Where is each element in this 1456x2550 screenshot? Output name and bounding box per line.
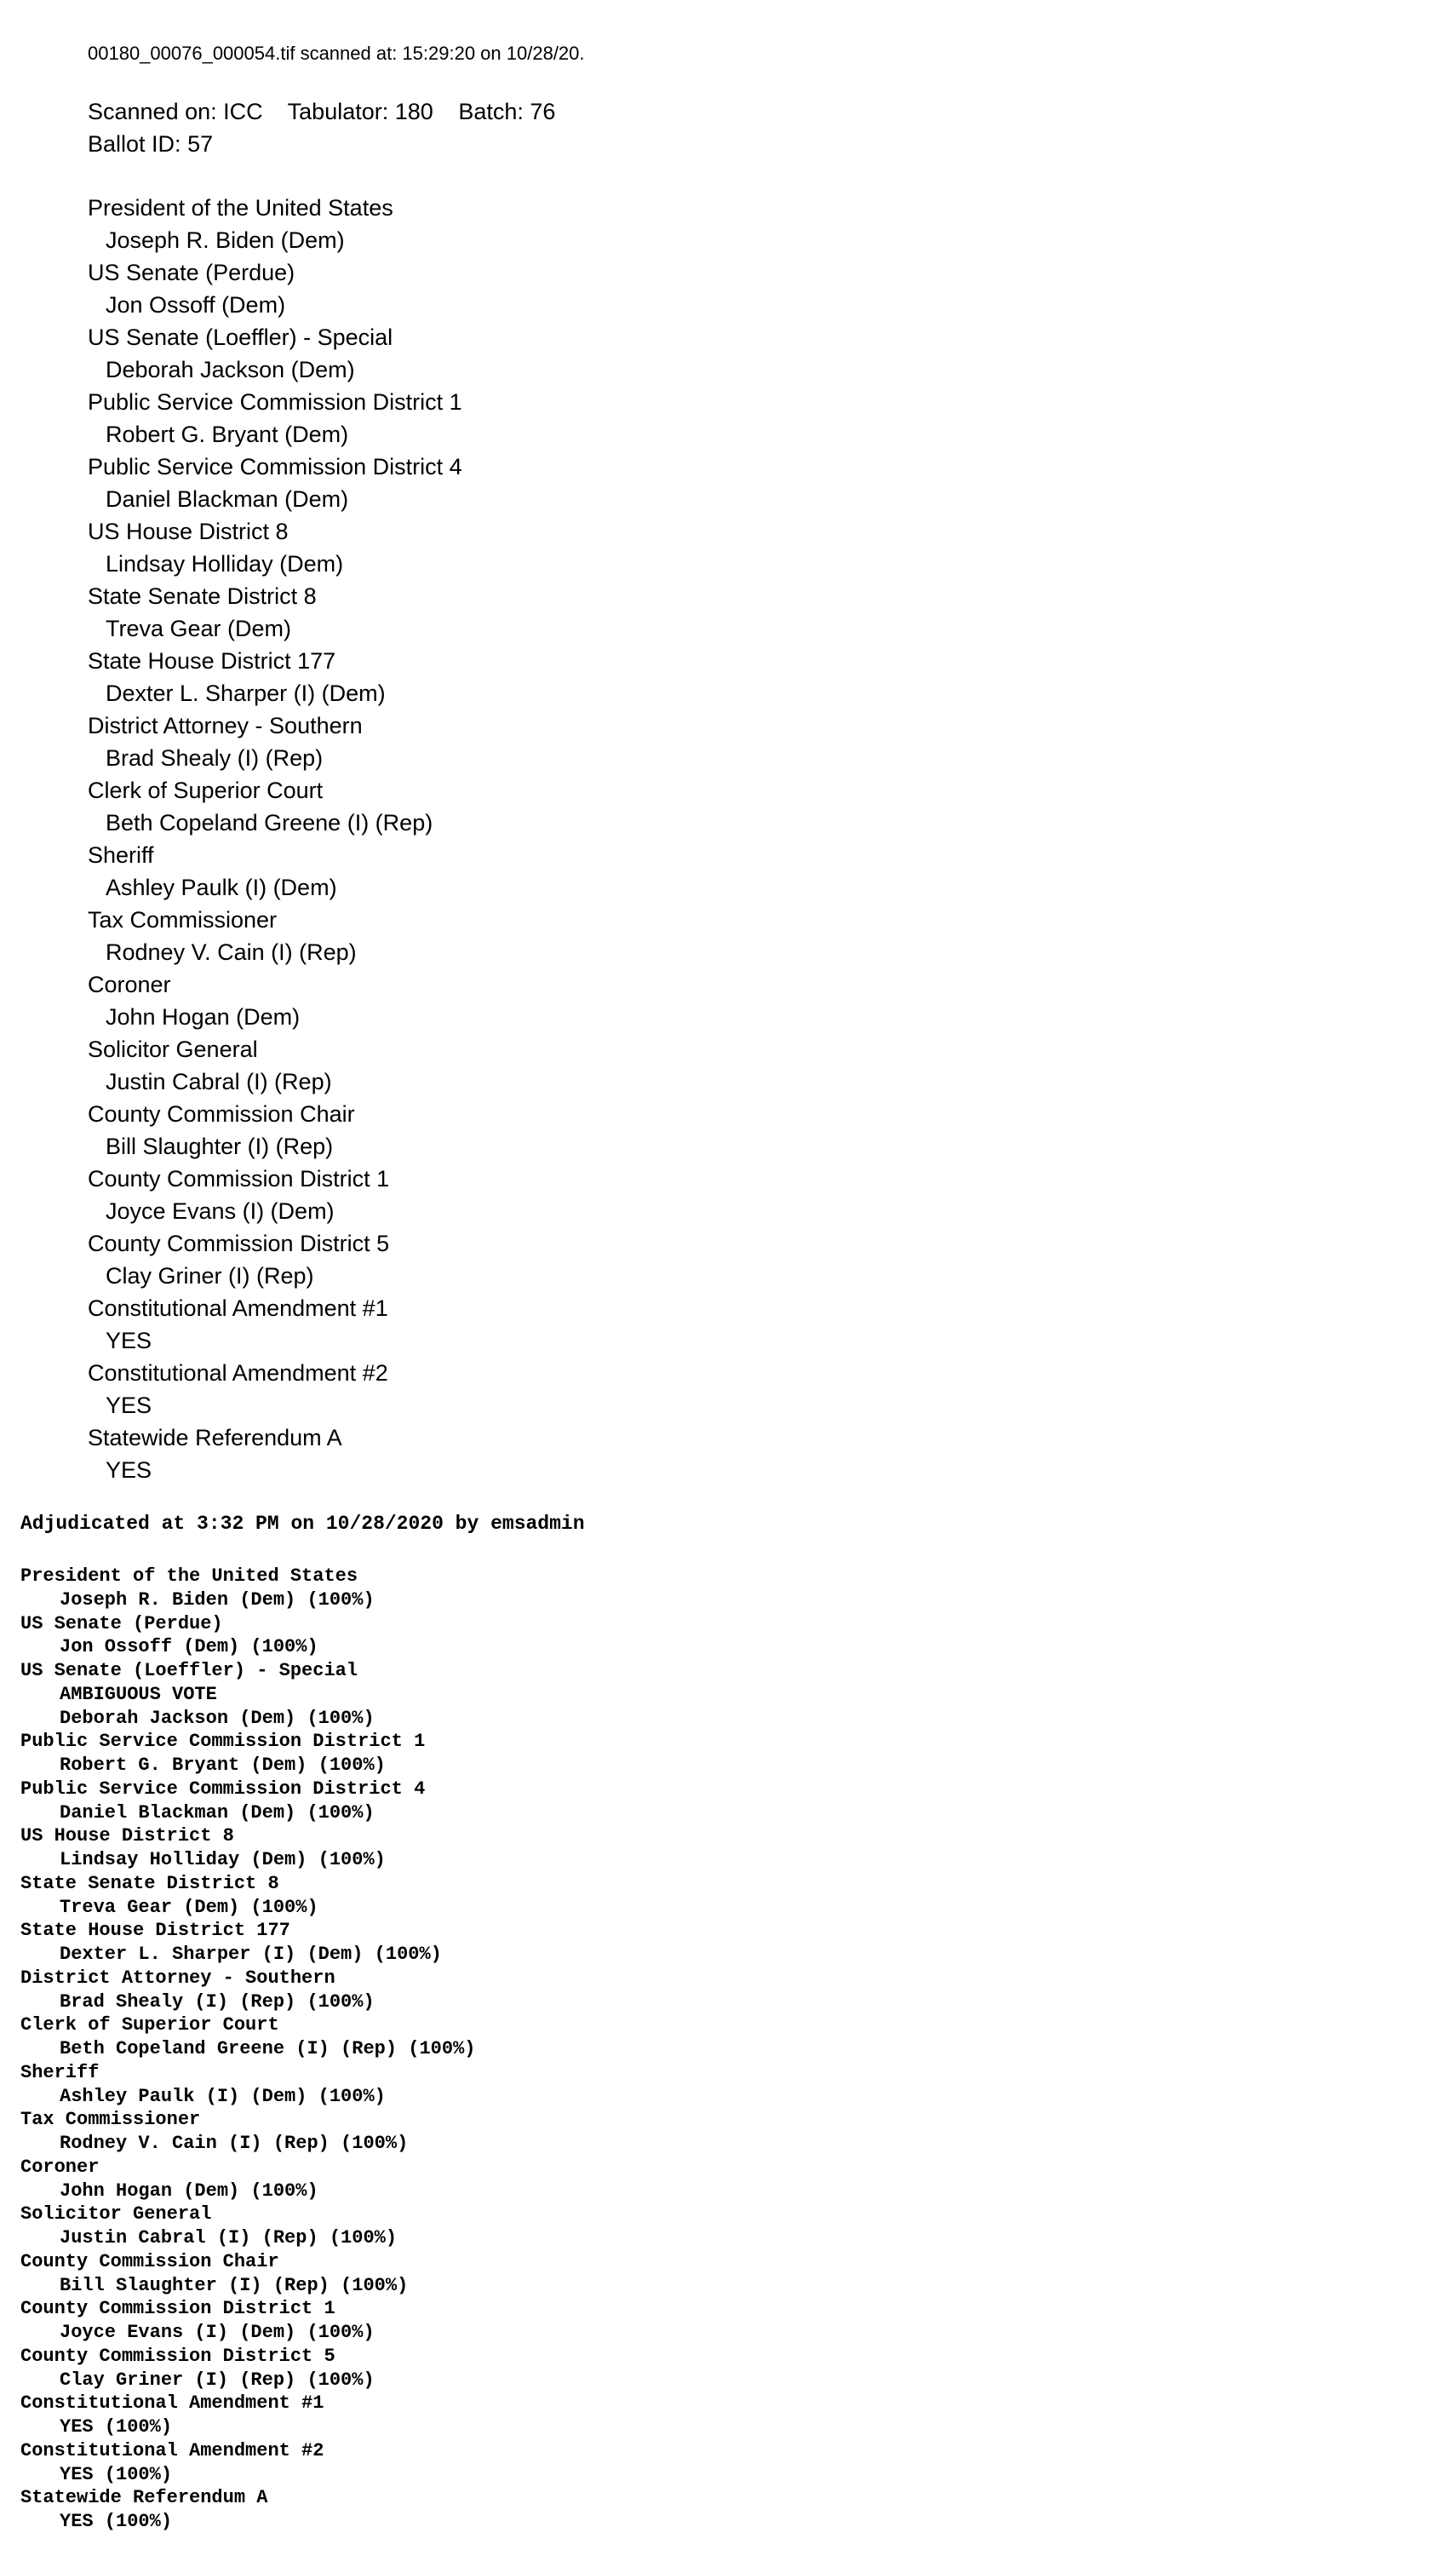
batch-value: 76 — [530, 99, 556, 124]
ballot-choice: Justin Cabral (I) (Rep) — [106, 1069, 332, 1094]
ballot-id-label: Ballot ID: — [88, 131, 181, 157]
ballot-choice: Jon Ossoff (Dem) — [106, 292, 286, 318]
ballot-id-value: 57 — [187, 131, 214, 157]
adjudication-choice: Bill Slaughter (I) (Rep) (100%) — [60, 2274, 409, 2296]
ballot-race: County Commission District 1 — [88, 1166, 390, 1192]
ballot-race: District Attorney - Southern — [88, 713, 363, 738]
ballot-choice: Beth Copeland Greene (I) (Rep) — [106, 810, 433, 836]
ballot-race: Tax Commissioner — [88, 907, 278, 933]
ballot-choice: Joyce Evans (I) (Dem) — [106, 1198, 335, 1224]
adjudication-race: Public Service Commission District 4 — [20, 1778, 426, 1800]
adjudication-race: Constitutional Amendment #2 — [20, 2439, 324, 2461]
ballot-choice: Rodney V. Cain (I) (Rep) — [106, 939, 357, 965]
scan-header: 00180_00076_000054.tif scanned at: 15:29:20 on 10/28/20. — [88, 43, 585, 64]
ballot-race: County Commission District 5 — [88, 1231, 390, 1256]
adjudication-results — [20, 1565, 475, 2534]
ballot-race: US Senate (Loeffler) - Special — [88, 324, 393, 350]
ballot-race: County Commission Chair — [88, 1101, 355, 1127]
adjudication-race: County Commission District 5 — [20, 2345, 335, 2367]
ballot-choice: Lindsay Holliday (Dem) — [106, 551, 344, 577]
adjudication-choice: Dexter L. Sharper (I) (Dem) (100%) — [60, 1944, 442, 1965]
adjudication-choice: YES (100%) — [60, 2416, 173, 2438]
adjudication-race: Statewide Referendum A — [20, 2487, 268, 2509]
ballot-race: Statewide Referendum A — [88, 1425, 342, 1450]
tabulator-label: Tabulator: — [287, 99, 389, 124]
adjudication-choice: Brad Shealy (I) (Rep) (100%) — [60, 1990, 375, 2013]
adjudication-choice: Deborah Jackson (Dem) (100%) — [60, 1707, 375, 1729]
ballot-id-line — [88, 128, 555, 160]
scanned-on-value: ICC — [223, 99, 263, 124]
ballot-race: Constitutional Amendment #2 — [88, 1360, 388, 1386]
adjudication-race: State Senate District 8 — [20, 1872, 279, 1894]
tabulator-value: 180 — [394, 99, 433, 124]
ballot-choice: Dexter L. Sharper (I) (Dem) — [106, 681, 386, 706]
ballot-race: Sheriff — [88, 842, 154, 868]
scanned-on-label: Scanned on: — [88, 99, 217, 124]
ballot-choice: Deborah Jackson (Dem) — [106, 357, 355, 382]
adjudication-choice: Rodney V. Cain (I) (Rep) (100%) — [60, 2133, 409, 2154]
ballot-choice: Clay Griner (I) (Rep) — [106, 1263, 314, 1289]
adjudication-race: Public Service Commission District 1 — [20, 1731, 426, 1753]
adjudication-race: Coroner — [20, 2156, 100, 2178]
adjudication-race: Solicitor General — [20, 2203, 212, 2226]
scan-info-line — [88, 95, 555, 128]
adjudication-race: Sheriff — [20, 2061, 100, 2083]
ballot-choice: Daniel Blackman (Dem) — [106, 486, 349, 512]
adjudication-race: US House District 8 — [20, 1825, 234, 1847]
adjudication-race: Constitutional Amendment #1 — [20, 2392, 324, 2415]
batch-label: Batch: — [458, 99, 524, 124]
adjudication-race: Clerk of Superior Court — [20, 2014, 279, 2036]
adjudication-race: State House District 177 — [20, 1920, 290, 1942]
ballot-race: Solicitor General — [88, 1037, 258, 1062]
ballot-choice: Brad Shealy (I) (Rep) — [106, 745, 324, 771]
ballot-choice: YES — [106, 1328, 152, 1353]
adjudication-race: US Senate (Perdue) — [20, 1612, 223, 1634]
ballot-race: State Senate District 8 — [88, 583, 317, 609]
ballot-race: State House District 177 — [88, 648, 336, 674]
ballot-race: US Senate (Perdue) — [88, 260, 295, 285]
adjudication-race: US Senate (Loeffler) - Special — [20, 1660, 358, 1681]
adjudication-choice: Justin Cabral (I) (Rep) (100%) — [60, 2227, 398, 2248]
ballot-race: US House District 8 — [88, 519, 289, 544]
ballot-choice: Robert G. Bryant (Dem) — [106, 422, 349, 447]
ballot-choice: Treva Gear (Dem) — [106, 616, 292, 641]
ballot-choice: Ashley Paulk (I) (Dem) — [106, 875, 337, 900]
ballot-choice: YES — [106, 1457, 152, 1483]
adjudication-choice: Jon Ossoff (Dem) (100%) — [60, 1636, 318, 1658]
adjudication-title: Adjudicated at 3:32 PM on 10/28/2020 by emsadmin — [20, 1513, 585, 1535]
adjudication-choice: Joyce Evans (I) (Dem) (100%) — [60, 2322, 375, 2343]
adjudication-choice: Joseph R. Biden (Dem) (100%) — [60, 1588, 375, 1611]
ballot-race: Clerk of Superior Court — [88, 778, 324, 803]
scan-info — [88, 95, 555, 160]
adjudication-choice: Daniel Blackman (Dem) (100%) — [60, 1801, 375, 1823]
ballot-race: Coroner — [88, 972, 171, 997]
adjudication-choice: Clay Griner (I) (Rep) (100%) — [60, 2369, 375, 2391]
ballot-race: Public Service Commission District 1 — [88, 389, 462, 415]
adjudication-race: County Commission Chair — [20, 2250, 279, 2272]
ballot-choice: Joseph R. Biden (Dem) — [106, 227, 345, 253]
adjudication-race: District Attorney - Southern — [20, 1967, 335, 1989]
ballot-choice: John Hogan (Dem) — [106, 1004, 301, 1030]
adjudication-choice: Lindsay Holliday (Dem) (100%) — [60, 1849, 386, 1870]
ballot-race: Public Service Commission District 4 — [88, 454, 462, 480]
adjudication-choice: AMBIGUOUS VOTE — [60, 1683, 217, 1705]
adjudication-choice: YES (100%) — [60, 2463, 173, 2485]
adjudication-choice: YES (100%) — [60, 2511, 173, 2532]
ballot-choice: YES — [106, 1393, 152, 1418]
adjudication-choice: Robert G. Bryant (Dem) (100%) — [60, 1755, 386, 1776]
adjudication-choice: Beth Copeland Greene (I) (Rep) (100%) — [60, 2038, 476, 2059]
ballot-choice: Bill Slaughter (I) (Rep) — [106, 1134, 334, 1159]
adjudication-choice: Ashley Paulk (I) (Dem) (100%) — [60, 2085, 386, 2107]
adjudication-choice: Treva Gear (Dem) (100%) — [60, 1896, 318, 1918]
adjudication-race: President of the United States — [20, 1565, 358, 1587]
ballot-race: Constitutional Amendment #1 — [88, 1295, 388, 1321]
ballot-selections — [88, 192, 462, 1486]
adjudication-race: County Commission District 1 — [20, 2298, 335, 2320]
ballot-race: President of the United States — [88, 195, 393, 221]
adjudication-choice: John Hogan (Dem) (100%) — [60, 2180, 318, 2202]
adjudication-race: Tax Commissioner — [20, 2109, 201, 2131]
